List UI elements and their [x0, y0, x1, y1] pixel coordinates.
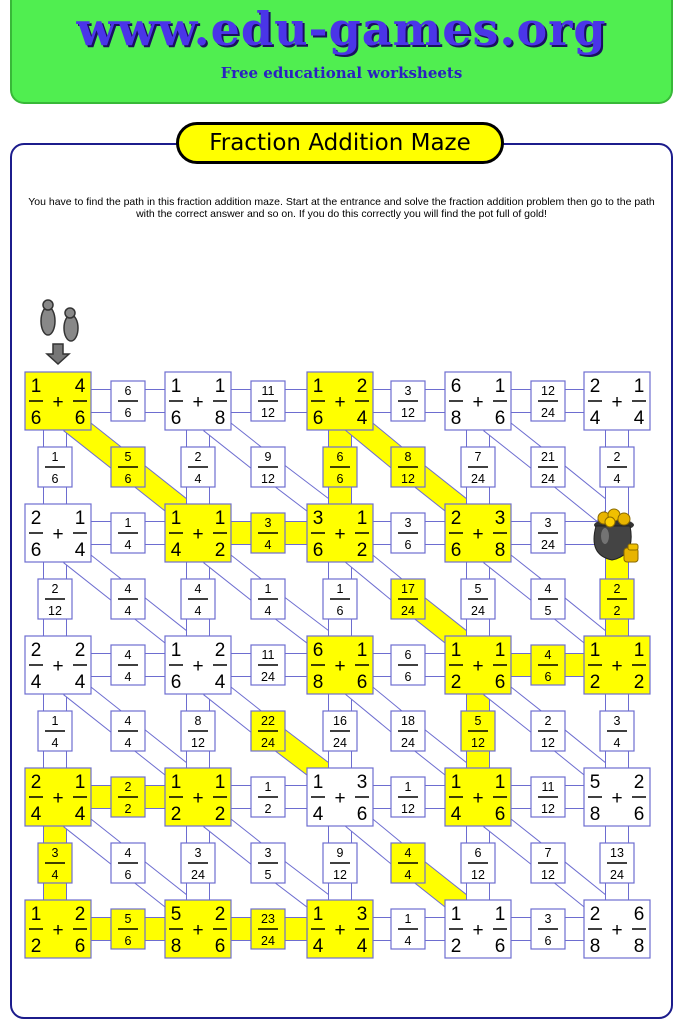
denominator: 4: [30, 804, 42, 825]
denominator: 2: [450, 672, 462, 693]
denominator: 4: [450, 804, 462, 825]
denominator: 4: [51, 736, 59, 750]
numerator: 11: [261, 384, 275, 398]
numerator: 6: [336, 450, 344, 464]
numerator: 1: [494, 376, 506, 397]
numerator: 6: [404, 648, 412, 662]
denominator: 4: [170, 540, 182, 561]
denominator: 4: [124, 538, 132, 552]
numerator: 1: [450, 640, 462, 661]
numerator: 3: [264, 516, 272, 530]
numerator: 2: [30, 772, 42, 793]
denominator: 2: [264, 802, 272, 816]
numerator: 1: [124, 516, 132, 530]
numerator: 1: [170, 772, 182, 793]
denominator: 4: [194, 604, 202, 618]
denominator: 6: [74, 408, 86, 429]
plus-sign: +: [192, 920, 204, 941]
numerator: 3: [404, 516, 412, 530]
numerator: 2: [124, 780, 132, 794]
numerator: 1: [74, 508, 86, 529]
numerator: 4: [404, 846, 412, 860]
denominator: 6: [124, 934, 132, 948]
denominator: 8: [450, 408, 462, 429]
denominator: 2: [214, 804, 226, 825]
maze-cells: [25, 372, 650, 958]
denominator: 4: [74, 804, 86, 825]
denominator: 6: [544, 670, 552, 684]
worksheet-title: Fraction Addition Maze: [176, 122, 504, 164]
denominator: 8: [589, 936, 601, 957]
denominator: 12: [261, 406, 275, 420]
numerator: 6: [124, 384, 132, 398]
plus-sign: +: [52, 392, 64, 413]
denominator: 4: [613, 736, 621, 750]
plus-sign: +: [334, 392, 346, 413]
numerator: 1: [633, 640, 645, 661]
denominator: 8: [170, 936, 182, 957]
numerator: 3: [194, 846, 202, 860]
numerator: 4: [544, 582, 552, 596]
plus-sign: +: [52, 524, 64, 545]
denominator: 6: [494, 936, 506, 957]
denominator: 24: [261, 670, 275, 684]
numerator: 2: [613, 582, 621, 596]
numerator: 4: [544, 648, 552, 662]
denominator: 12: [541, 868, 555, 882]
footprints-icon: [41, 300, 78, 341]
numerator: 2: [356, 376, 368, 397]
numerator: 4: [74, 376, 86, 397]
denominator: 24: [541, 472, 555, 486]
denominator: 4: [124, 736, 132, 750]
numerator: 1: [312, 772, 324, 793]
numerator: 5: [474, 714, 482, 728]
denominator: 6: [404, 670, 412, 684]
denominator: 24: [191, 868, 205, 882]
denominator: 24: [541, 538, 555, 552]
plus-sign: +: [52, 656, 64, 677]
numerator: 2: [30, 508, 42, 529]
numerator: 3: [544, 912, 552, 926]
denominator: 4: [312, 936, 324, 957]
numerator: 1: [494, 772, 506, 793]
denominator: 8: [312, 672, 324, 693]
denominator: 6: [74, 936, 86, 957]
denominator: 12: [261, 472, 275, 486]
denominator: 6: [544, 934, 552, 948]
plus-sign: +: [192, 524, 204, 545]
denominator: 5: [544, 604, 552, 618]
plus-sign: +: [334, 920, 346, 941]
denominator: 6: [170, 408, 182, 429]
plus-sign: +: [611, 656, 623, 677]
denominator: 6: [356, 804, 368, 825]
plus-sign: +: [472, 788, 484, 809]
numerator: 1: [312, 904, 324, 925]
denominator: 24: [471, 604, 485, 618]
numerator: 1: [312, 376, 324, 397]
denominator: 6: [124, 406, 132, 420]
numerator: 4: [124, 582, 132, 596]
numerator: 1: [589, 640, 601, 661]
denominator: 12: [401, 406, 415, 420]
numerator: 6: [450, 376, 462, 397]
numerator: 23: [261, 912, 275, 926]
numerator: 6: [312, 640, 324, 661]
numerator: 1: [214, 376, 226, 397]
denominator: 12: [471, 736, 485, 750]
denominator: 6: [30, 540, 42, 561]
denominator: 8: [494, 540, 506, 561]
numerator: 4: [124, 846, 132, 860]
denominator: 4: [633, 408, 645, 429]
numerator: 1: [214, 772, 226, 793]
denominator: 12: [401, 802, 415, 816]
denominator: 4: [613, 472, 621, 486]
numerator: 12: [541, 384, 555, 398]
numerator: 9: [336, 846, 344, 860]
denominator: 4: [264, 538, 272, 552]
denominator: 6: [336, 604, 344, 618]
numerator: 1: [404, 780, 412, 794]
denominator: 2: [589, 672, 601, 693]
denominator: 6: [312, 540, 324, 561]
denominator: 2: [124, 802, 132, 816]
numerator: 1: [633, 376, 645, 397]
denominator: 8: [589, 804, 601, 825]
numerator: 3: [613, 714, 621, 728]
denominator: 2: [633, 672, 645, 693]
denominator: 6: [51, 472, 59, 486]
denominator: 6: [494, 804, 506, 825]
numerator: 4: [124, 714, 132, 728]
numerator: 3: [312, 508, 324, 529]
numerator: 1: [30, 904, 42, 925]
numerator: 13: [610, 846, 624, 860]
numerator: 5: [589, 772, 601, 793]
numerator: 3: [356, 772, 368, 793]
numerator: 2: [544, 714, 552, 728]
denominator: 6: [214, 936, 226, 957]
denominator: 24: [610, 868, 624, 882]
numerator: 3: [404, 384, 412, 398]
denominator: 6: [494, 672, 506, 693]
denominator: 4: [74, 540, 86, 561]
numerator: 1: [404, 912, 412, 926]
numerator: 1: [356, 640, 368, 661]
numerator: 3: [51, 846, 59, 860]
numerator: 18: [401, 714, 415, 728]
denominator: 6: [124, 472, 132, 486]
plus-sign: +: [52, 920, 64, 941]
numerator: 2: [74, 640, 86, 661]
numerator: 11: [261, 648, 275, 662]
numerator: 2: [194, 450, 202, 464]
numerator: 1: [494, 904, 506, 925]
numerator: 2: [30, 640, 42, 661]
numerator: 3: [544, 516, 552, 530]
denominator: 4: [30, 672, 42, 693]
denominator: 12: [471, 868, 485, 882]
numerator: 7: [544, 846, 552, 860]
denominator: 6: [124, 868, 132, 882]
denominator: 6: [356, 672, 368, 693]
numerator: 16: [333, 714, 347, 728]
denominator: 4: [356, 936, 368, 957]
denominator: 6: [170, 672, 182, 693]
numerator: 5: [170, 904, 182, 925]
numerator: 1: [356, 508, 368, 529]
numerator: 2: [51, 582, 59, 596]
denominator: 6: [312, 408, 324, 429]
denominator: 24: [261, 736, 275, 750]
numerator: 2: [74, 904, 86, 925]
numerator: 1: [170, 640, 182, 661]
denominator: 2: [170, 804, 182, 825]
denominator: 6: [404, 538, 412, 552]
denominator: 4: [589, 408, 601, 429]
denominator: 4: [124, 670, 132, 684]
denominator: 12: [191, 736, 205, 750]
denominator: 2: [214, 540, 226, 561]
plus-sign: +: [472, 524, 484, 545]
numerator: 3: [264, 846, 272, 860]
plus-sign: +: [52, 788, 64, 809]
denominator: 12: [401, 472, 415, 486]
numerator: 5: [124, 912, 132, 926]
denominator: 24: [471, 472, 485, 486]
denominator: 12: [333, 868, 347, 882]
numerator: 17: [401, 582, 415, 596]
site-title[interactable]: www.edu-games.org: [76, 2, 607, 56]
plus-sign: +: [192, 392, 204, 413]
numerator: 2: [214, 904, 226, 925]
denominator: 4: [404, 934, 412, 948]
denominator: 8: [214, 408, 226, 429]
numerator: 1: [51, 450, 59, 464]
numerator: 1: [30, 376, 42, 397]
numerator: 1: [170, 376, 182, 397]
numerator: 1: [450, 772, 462, 793]
numerator: 1: [51, 714, 59, 728]
denominator: 8: [633, 936, 645, 957]
denominator: 6: [450, 540, 462, 561]
numerator: 2: [589, 904, 601, 925]
numerator: 5: [474, 582, 482, 596]
denominator: 4: [404, 868, 412, 882]
denominator: 4: [194, 472, 202, 486]
numerator: 5: [124, 450, 132, 464]
denominator: 4: [214, 672, 226, 693]
site-subtitle: Free educational worksheets: [220, 64, 463, 82]
numerator: 2: [613, 450, 621, 464]
numerator: 7: [474, 450, 482, 464]
numerator: 4: [194, 582, 202, 596]
numerator: 21: [541, 450, 555, 464]
denominator: 4: [74, 672, 86, 693]
plus-sign: +: [334, 656, 346, 677]
numerator: 1: [494, 640, 506, 661]
numerator: 1: [170, 508, 182, 529]
denominator: 24: [541, 406, 555, 420]
denominator: 6: [336, 472, 344, 486]
denominator: 5: [264, 868, 272, 882]
denominator: 12: [541, 802, 555, 816]
numerator: 3: [494, 508, 506, 529]
plus-sign: +: [611, 920, 623, 941]
numerator: 8: [194, 714, 202, 728]
numerator: 2: [633, 772, 645, 793]
numerator: 8: [404, 450, 412, 464]
numerator: 2: [589, 376, 601, 397]
denominator: 12: [541, 736, 555, 750]
numerator: 6: [474, 846, 482, 860]
numerator: 1: [214, 508, 226, 529]
pot-of-gold-icon: [594, 509, 638, 562]
denominator: 6: [494, 408, 506, 429]
denominator: 4: [124, 604, 132, 618]
numerator: 4: [124, 648, 132, 662]
plus-sign: +: [334, 524, 346, 545]
denominator: 24: [401, 604, 415, 618]
down-arrow-icon: [47, 344, 69, 364]
denominator: 4: [51, 868, 59, 882]
denominator: 4: [264, 604, 272, 618]
numerator: 2: [214, 640, 226, 661]
denominator: 6: [30, 408, 42, 429]
denominator: 2: [450, 936, 462, 957]
denominator: 24: [401, 736, 415, 750]
denominator: 24: [261, 934, 275, 948]
denominator: 12: [48, 604, 62, 618]
plus-sign: +: [472, 656, 484, 677]
numerator: 3: [356, 904, 368, 925]
denominator: 24: [333, 736, 347, 750]
denominator: 2: [356, 540, 368, 561]
numerator: 11: [541, 780, 555, 794]
plus-sign: +: [472, 392, 484, 413]
plus-sign: +: [334, 788, 346, 809]
numerator: 22: [261, 714, 275, 728]
numerator: 2: [450, 508, 462, 529]
numerator: 1: [336, 582, 344, 596]
denominator: 4: [312, 804, 324, 825]
numerator: 1: [264, 780, 272, 794]
plus-sign: +: [192, 656, 204, 677]
denominator: 2: [613, 604, 621, 618]
denominator: 2: [30, 936, 42, 957]
denominator: 4: [356, 408, 368, 429]
numerator: 1: [264, 582, 272, 596]
numerator: 9: [264, 450, 272, 464]
numerator: 1: [450, 904, 462, 925]
numerator: 6: [633, 904, 645, 925]
numerator: 1: [74, 772, 86, 793]
plus-sign: +: [611, 392, 623, 413]
plus-sign: +: [472, 920, 484, 941]
denominator: 6: [633, 804, 645, 825]
instructions-text: You have to find the path in this fraction addition maze. Start at the entrance and solve the fraction addition problem then go to the path with the correct answer and so on. If you do this correctly you will find the pot full of gold!: [28, 196, 655, 220]
plus-sign: +: [611, 788, 623, 809]
plus-sign: +: [192, 788, 204, 809]
